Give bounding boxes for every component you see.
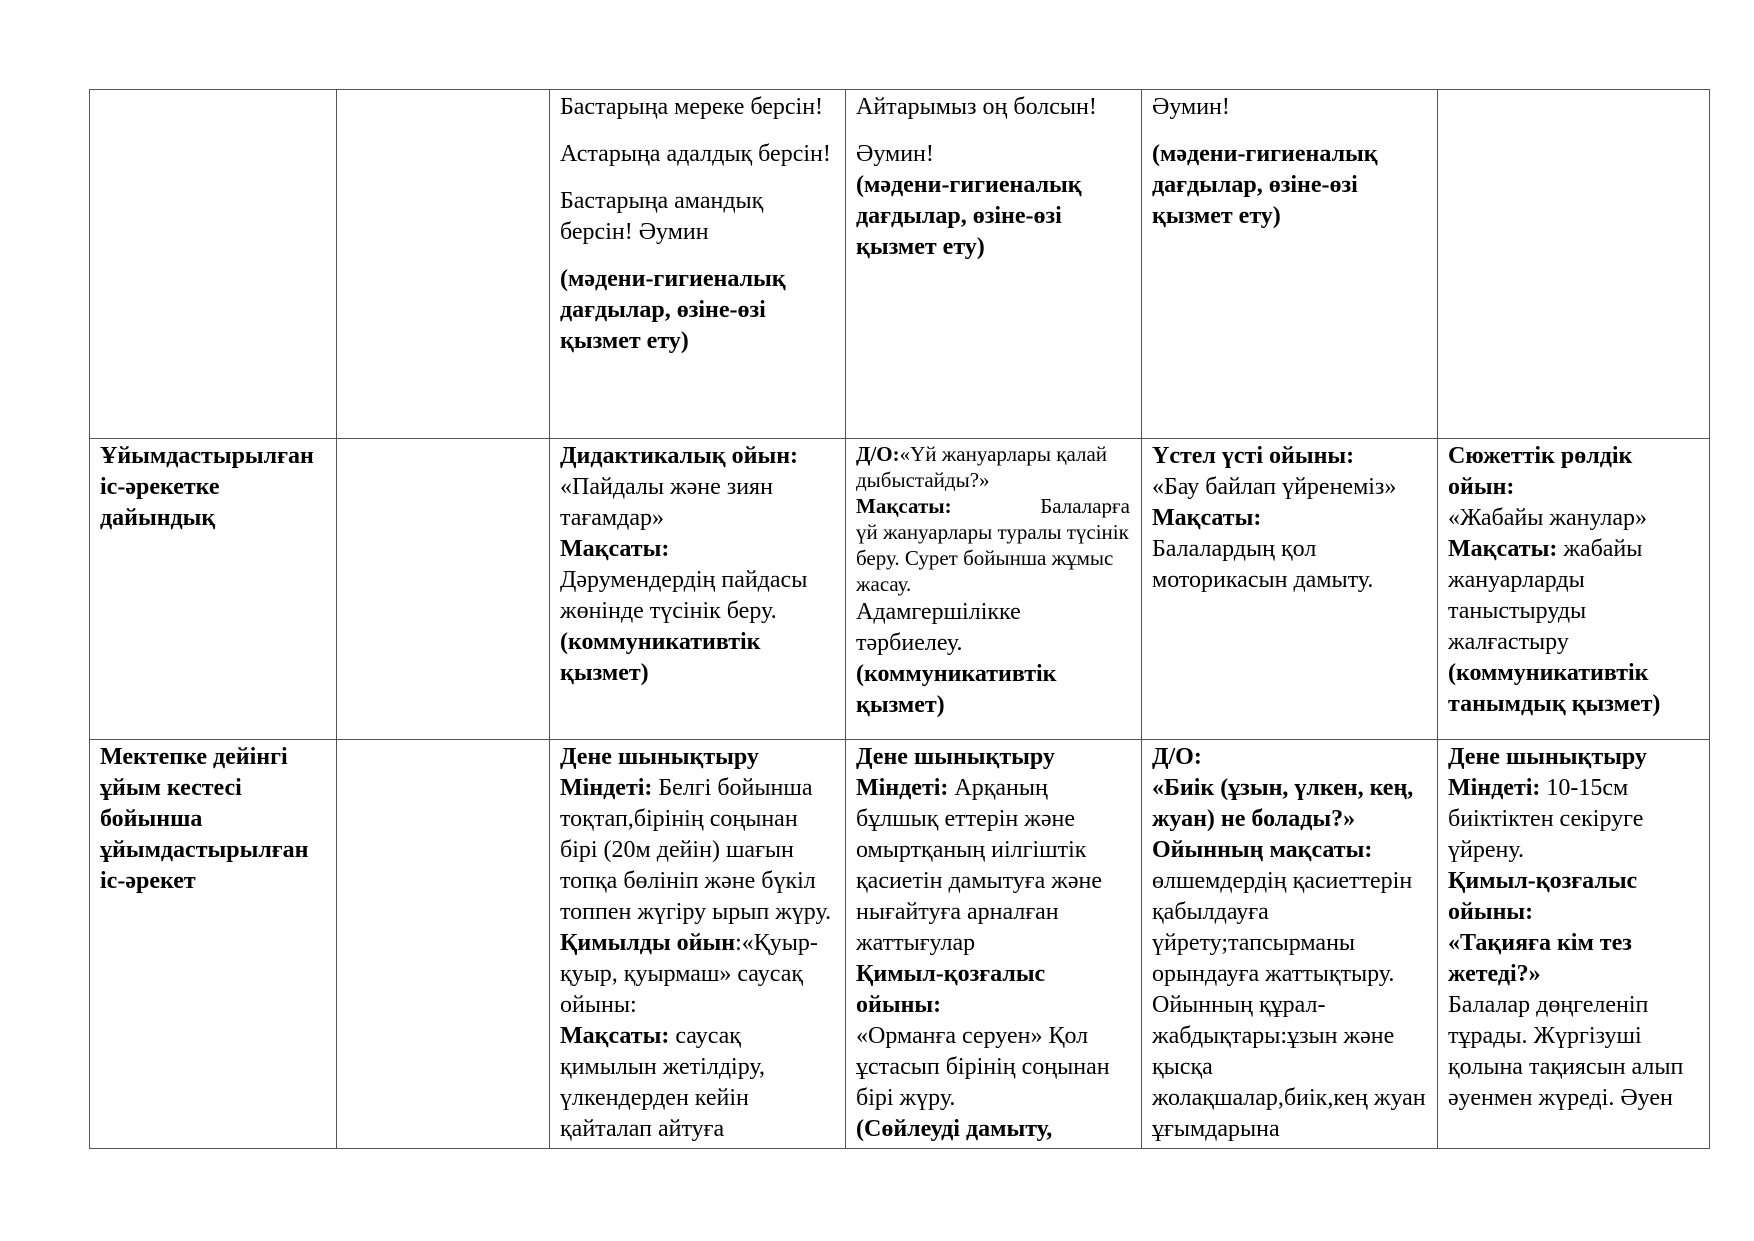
goal-text: саусақ қимылын жетілдіру, үлкендерден кейін қайталап айтуға xyxy=(560,1023,765,1142)
row2-cell-c6 xyxy=(1438,439,1710,740)
goal-label: Мақсаты: xyxy=(856,494,952,518)
skill-tag: (коммуникативтік қызмет) xyxy=(856,661,1057,718)
game-name: «Пайдалы және зиян тағамдар» xyxy=(560,474,773,531)
game-name: «Бау байлап үйренеміз» xyxy=(1152,474,1397,500)
activity-title: Сюжеттік рөлдік ойын: xyxy=(1448,443,1633,500)
goal-label: Мақсаты: xyxy=(1448,536,1558,562)
goal-text-first: Балаларға xyxy=(1040,494,1130,518)
row3-cell-c4 xyxy=(846,740,1142,1149)
skill-tag: (Сөйлеуді дамыту, xyxy=(856,1116,1053,1142)
goal-text: өлшемдердің қасиеттерін қабылдауға үйрету;тапсырманы орындауға жаттықтыру. Ойынның құрал-жабдықтары:ұзын және қысқа жолақшалар,биік,кең жуан ұғымдарына xyxy=(1152,868,1426,1142)
schedule-table xyxy=(89,89,1710,1149)
game-name: «Биік (ұзын, үлкен, кең, жуан) не болады?» xyxy=(1152,775,1414,832)
task-label: Міндеті: xyxy=(856,775,949,801)
task-label: Міндеті: xyxy=(560,775,653,801)
verse-line: Әумин! xyxy=(1152,94,1230,120)
row3-cell-c5 xyxy=(1142,740,1438,1149)
task-text: Арқаның бұлшық еттерін және омыртқаның иілгіштік қасиетін дамытуға және нығайтуға арналған жаттығулар xyxy=(856,775,1103,956)
row1-label-cell xyxy=(90,90,337,439)
verse-line: Бастарыңа мереке берсін! xyxy=(560,94,824,120)
game-name: «Тақияға кім тез жетеді?» xyxy=(1448,930,1632,987)
game-label: Қимылды ойын xyxy=(560,930,736,956)
task-text: Белгі бойынша тоқтап,бірінің соңынан бірі (20м дейін) шағын топқа бөлініп және бүкіл топпен жүгіру ырып жүру. xyxy=(560,775,832,925)
skill-tag: (мәдени-гигиеналық дағдылар, өзіне-өзі қызмет ету) xyxy=(560,266,786,354)
game-label: Қимыл-қозғалыс ойыны: xyxy=(856,961,1046,1018)
activity-title: Дидактикалық ойын: xyxy=(560,443,799,469)
goal-text: жабайы жануарларды таныстыруды жалғастыру xyxy=(1448,536,1643,655)
activity-title: Д/О: xyxy=(856,442,900,466)
game-name: «Жабайы жанулар» xyxy=(1448,505,1648,531)
verse-line: Айтарымыз оң болсын! xyxy=(856,94,1097,120)
row3-cell-c6 xyxy=(1438,740,1710,1149)
goal-label: Мақсаты: xyxy=(560,1023,670,1049)
skill-tag: (коммуникативтік қызмет) xyxy=(560,629,761,686)
activity-title: Дене шынықтыру xyxy=(560,744,759,770)
goal-label: Мақсаты: xyxy=(1152,505,1262,531)
goal-text: Дәрумендердің пайдасы жөнінде түсінік беру. xyxy=(560,567,808,624)
verse-line: Әумин! xyxy=(856,141,934,167)
row-label-organized-activity: Мектепке дейінгі ұйым кестесі бойынша ұйымдастырылған іс-әрекет xyxy=(90,740,337,1149)
row1-cell-c3 xyxy=(550,90,846,439)
activity-title: Д/О: xyxy=(1152,744,1202,770)
game-description: Балалар дөңгеленіп тұрады. Жүргізуші қолына тақиясын алып әуенмен жүреді. Әуен xyxy=(1448,992,1684,1111)
skill-tag: (коммуникативтік танымдық қызмет) xyxy=(1448,660,1661,717)
goal-label: Ойынның мақсаты: xyxy=(1152,837,1373,863)
goal-extra: Адамгершілікке тәрбиелеу. xyxy=(856,599,1021,656)
task-label: Міндеті: xyxy=(1448,775,1541,801)
row2-cell-c4 xyxy=(846,439,1142,740)
row1-cell-c4 xyxy=(846,90,1142,439)
goal-text: Балалардың қол моторикасын дамыту. xyxy=(1152,536,1374,593)
verse-line: Астарыңа адалдық берсін! xyxy=(560,141,831,167)
row1-empty-cell xyxy=(337,90,550,439)
activity-title: Дене шынықтыру xyxy=(1448,744,1647,770)
game-label: Қимыл-қозғалыс ойыны: xyxy=(1448,868,1638,925)
verse-line: Бастарыңа амандық берсін! Әумин xyxy=(560,188,764,245)
table-row xyxy=(90,90,1710,439)
row2-empty-cell xyxy=(337,439,550,740)
row2-cell-c5 xyxy=(1142,439,1438,740)
row1-cell-c5 xyxy=(1142,90,1438,439)
skill-tag: (мәдени-гигиеналық дағдылар, өзіне-өзі қызмет ету) xyxy=(856,172,1082,260)
row-label-preparation: Ұйымдастырылған іс-әрекетке дайындық xyxy=(90,439,337,740)
game-name: «Үй жануарлары қалай дыбыстайды?» xyxy=(856,442,1108,492)
task-text: 10-15см биіктіктен секіруге үйрену. xyxy=(1448,775,1644,863)
goal-text: үй жануарлары туралы түсінік беру. Сурет бойынша жұмыс жасау. xyxy=(856,520,1129,596)
activity-title: Үстел үсті ойыны: xyxy=(1152,443,1355,469)
activity-title: Дене шынықтыру xyxy=(856,744,1055,770)
table-row xyxy=(90,439,1710,740)
row3-empty-cell xyxy=(337,740,550,1149)
row2-cell-c3 xyxy=(550,439,846,740)
game-name: «Орманға серуен» Қол ұстасып бірінің соңынан бірі жүру. xyxy=(856,1023,1110,1111)
skill-tag: (мәдени-гигиеналық дағдылар, өзіне-өзі қызмет ету) xyxy=(1152,141,1378,229)
row3-cell-c3 xyxy=(550,740,846,1149)
goal-label: Мақсаты: xyxy=(560,536,670,562)
table-row xyxy=(90,740,1710,1149)
game-name: :«Қуыр-қуыр, қуырмаш» саусақ ойыны: xyxy=(560,930,818,1018)
row1-cell-c6 xyxy=(1438,90,1710,439)
